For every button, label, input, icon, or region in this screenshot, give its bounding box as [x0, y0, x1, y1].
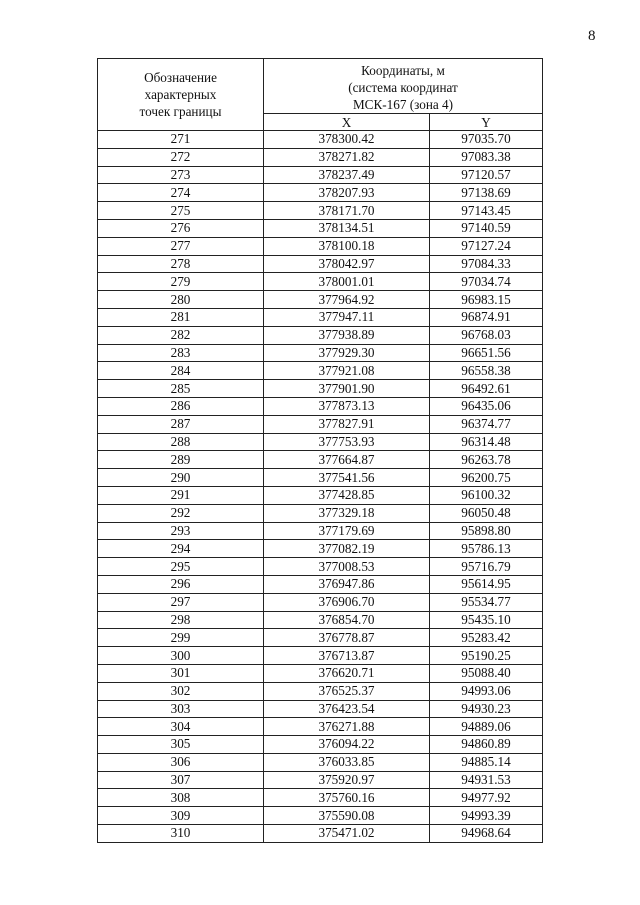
table-row [98, 148, 543, 166]
table-row [98, 380, 543, 398]
table-row [98, 184, 543, 202]
table-row [98, 593, 543, 611]
y-coordinate-cell: 95614.95 [430, 575, 543, 593]
x-coordinate-cell: 376271.88 [264, 718, 430, 736]
table-row [98, 202, 543, 220]
table-row [98, 540, 543, 558]
table-row [98, 807, 543, 825]
table-row [98, 415, 543, 433]
point-id-cell: 287 [98, 415, 264, 433]
x-coordinate-cell: 376778.87 [264, 629, 430, 647]
y-coordinate-cell: 95190.25 [430, 647, 543, 665]
y-coordinate-cell: 94860.89 [430, 736, 543, 754]
table-row [98, 771, 543, 789]
point-id-cell: 275 [98, 202, 264, 220]
y-coordinate-cell: 96263.78 [430, 451, 543, 469]
table-row [98, 166, 543, 184]
table-row [98, 664, 543, 682]
point-id-cell: 291 [98, 486, 264, 504]
y-coordinate-cell: 97140.59 [430, 219, 543, 237]
x-coordinate-cell: 377929.30 [264, 344, 430, 362]
coords-header-line: Координаты, м [361, 62, 445, 78]
point-id-cell: 305 [98, 736, 264, 754]
y-coordinate-cell: 97138.69 [430, 184, 543, 202]
point-id-cell: 302 [98, 682, 264, 700]
x-coordinate-cell: 377873.13 [264, 397, 430, 415]
y-coordinate-cell: 97035.70 [430, 131, 543, 149]
point-id-cell: 274 [98, 184, 264, 202]
table-row [98, 718, 543, 736]
point-id-cell: 285 [98, 380, 264, 398]
y-column-header: Y [430, 114, 543, 131]
point-id-cell: 293 [98, 522, 264, 540]
table-row [98, 326, 543, 344]
table-row [98, 789, 543, 807]
x-coordinate-cell: 376854.70 [264, 611, 430, 629]
x-coordinate-cell: 376620.71 [264, 664, 430, 682]
y-coordinate-cell: 94993.06 [430, 682, 543, 700]
table-row [98, 131, 543, 149]
y-coordinate-cell: 94889.06 [430, 718, 543, 736]
coords-header-line: МСК-167 (зона 4) [352, 96, 454, 112]
y-coordinate-cell: 96200.75 [430, 469, 543, 487]
point-id-cell: 277 [98, 237, 264, 255]
point-id-cell: 299 [98, 629, 264, 647]
y-coordinate-cell: 94977.92 [430, 789, 543, 807]
table-row [98, 575, 543, 593]
x-coordinate-cell: 377179.69 [264, 522, 430, 540]
table-header-row [98, 59, 543, 114]
y-coordinate-cell: 95716.79 [430, 558, 543, 576]
table-row [98, 255, 543, 273]
x-coordinate-cell: 377082.19 [264, 540, 430, 558]
x-coordinate-cell: 375760.16 [264, 789, 430, 807]
table-row [98, 629, 543, 647]
y-coordinate-cell: 96768.03 [430, 326, 543, 344]
coords-header-line: (система координат [348, 79, 458, 95]
y-coordinate-cell: 95283.42 [430, 629, 543, 647]
y-coordinate-cell: 96874.91 [430, 308, 543, 326]
table-row [98, 469, 543, 487]
y-coordinate-cell: 97034.74 [430, 273, 543, 291]
y-coordinate-cell: 97120.57 [430, 166, 543, 184]
table-row [98, 362, 543, 380]
page-number: 8 [588, 28, 596, 44]
table-row [98, 344, 543, 362]
x-coordinate-cell: 378300.42 [264, 131, 430, 149]
y-coordinate-cell: 94930.23 [430, 700, 543, 718]
table-row [98, 825, 543, 843]
x-coordinate-cell: 378207.93 [264, 184, 430, 202]
coordinates-table [97, 58, 543, 843]
table-row [98, 273, 543, 291]
table-row [98, 397, 543, 415]
x-coordinate-cell: 378271.82 [264, 148, 430, 166]
table-body [98, 131, 543, 843]
y-coordinate-cell: 96050.48 [430, 504, 543, 522]
x-coordinate-cell: 377964.92 [264, 291, 430, 309]
point-id-cell: 286 [98, 397, 264, 415]
x-coordinate-cell: 377901.90 [264, 380, 430, 398]
table-row [98, 291, 543, 309]
table-row [98, 700, 543, 718]
x-coordinate-cell: 375471.02 [264, 825, 430, 843]
x-coordinate-cell: 378171.70 [264, 202, 430, 220]
table-row [98, 433, 543, 451]
y-coordinate-cell: 97143.45 [430, 202, 543, 220]
x-coordinate-cell: 377008.53 [264, 558, 430, 576]
point-id-cell: 307 [98, 771, 264, 789]
table-row [98, 647, 543, 665]
x-coordinate-cell: 375920.97 [264, 771, 430, 789]
point-id-cell: 283 [98, 344, 264, 362]
y-coordinate-cell: 97083.38 [430, 148, 543, 166]
point-id-cell: 304 [98, 718, 264, 736]
point-id-cell: 310 [98, 825, 264, 843]
y-coordinate-cell: 94885.14 [430, 753, 543, 771]
point-id-cell: 309 [98, 807, 264, 825]
y-coordinate-cell: 95534.77 [430, 593, 543, 611]
point-header-line: точек границы [139, 104, 222, 119]
y-coordinate-cell: 94968.64 [430, 825, 543, 843]
x-column-header: X [264, 114, 430, 131]
point-designation-header [98, 59, 264, 131]
x-coordinate-cell: 378134.51 [264, 219, 430, 237]
coordinates-header [264, 59, 543, 114]
point-id-cell: 292 [98, 504, 264, 522]
x-coordinate-cell: 377938.89 [264, 326, 430, 344]
x-coordinate-cell: 376423.54 [264, 700, 430, 718]
point-id-cell: 272 [98, 148, 264, 166]
point-id-cell: 294 [98, 540, 264, 558]
table-row [98, 486, 543, 504]
point-id-cell: 300 [98, 647, 264, 665]
x-coordinate-cell: 377329.18 [264, 504, 430, 522]
table-row [98, 451, 543, 469]
y-coordinate-cell: 96435.06 [430, 397, 543, 415]
x-coordinate-cell: 376906.70 [264, 593, 430, 611]
point-id-cell: 282 [98, 326, 264, 344]
point-id-cell: 288 [98, 433, 264, 451]
table-row [98, 558, 543, 576]
table-row [98, 611, 543, 629]
y-coordinate-cell: 96558.38 [430, 362, 543, 380]
y-coordinate-cell: 96314.48 [430, 433, 543, 451]
x-coordinate-cell: 376094.22 [264, 736, 430, 754]
y-coordinate-cell: 97127.24 [430, 237, 543, 255]
point-id-cell: 303 [98, 700, 264, 718]
point-id-cell: 289 [98, 451, 264, 469]
point-id-cell: 278 [98, 255, 264, 273]
table-row [98, 522, 543, 540]
point-header-line: характерных [144, 87, 217, 102]
y-coordinate-cell: 96492.61 [430, 380, 543, 398]
x-coordinate-cell: 375590.08 [264, 807, 430, 825]
table-row [98, 308, 543, 326]
x-coordinate-cell: 377664.87 [264, 451, 430, 469]
x-coordinate-cell: 377753.93 [264, 433, 430, 451]
x-coordinate-cell: 377541.56 [264, 469, 430, 487]
point-id-cell: 271 [98, 131, 264, 149]
table-row [98, 219, 543, 237]
table-row [98, 753, 543, 771]
y-coordinate-cell: 96983.15 [430, 291, 543, 309]
table-row [98, 682, 543, 700]
table-row [98, 736, 543, 754]
y-coordinate-cell: 96100.32 [430, 486, 543, 504]
x-coordinate-cell: 378100.18 [264, 237, 430, 255]
x-coordinate-cell: 376033.85 [264, 753, 430, 771]
point-id-cell: 306 [98, 753, 264, 771]
point-id-cell: 290 [98, 469, 264, 487]
point-id-cell: 276 [98, 219, 264, 237]
x-coordinate-cell: 377947.11 [264, 308, 430, 326]
y-coordinate-cell: 95898.80 [430, 522, 543, 540]
point-id-cell: 297 [98, 593, 264, 611]
x-coordinate-cell: 376947.86 [264, 575, 430, 593]
y-coordinate-cell: 95435.10 [430, 611, 543, 629]
table-row [98, 504, 543, 522]
y-coordinate-cell: 95786.13 [430, 540, 543, 558]
x-coordinate-cell: 378001.01 [264, 273, 430, 291]
point-id-cell: 281 [98, 308, 264, 326]
y-coordinate-cell: 94931.53 [430, 771, 543, 789]
x-coordinate-cell: 376713.87 [264, 647, 430, 665]
y-coordinate-cell: 96651.56 [430, 344, 543, 362]
y-coordinate-cell: 97084.33 [430, 255, 543, 273]
y-coordinate-cell: 95088.40 [430, 664, 543, 682]
point-id-cell: 298 [98, 611, 264, 629]
point-id-cell: 308 [98, 789, 264, 807]
table-row [98, 237, 543, 255]
x-coordinate-cell: 378237.49 [264, 166, 430, 184]
point-id-cell: 279 [98, 273, 264, 291]
point-id-cell: 284 [98, 362, 264, 380]
x-coordinate-cell: 377827.91 [264, 415, 430, 433]
point-header-line: Обозначение [144, 70, 217, 85]
point-id-cell: 296 [98, 575, 264, 593]
point-id-cell: 295 [98, 558, 264, 576]
point-id-cell: 280 [98, 291, 264, 309]
x-coordinate-cell: 377428.85 [264, 486, 430, 504]
x-coordinate-cell: 377921.08 [264, 362, 430, 380]
y-coordinate-cell: 96374.77 [430, 415, 543, 433]
y-coordinate-cell: 94993.39 [430, 807, 543, 825]
x-coordinate-cell: 376525.37 [264, 682, 430, 700]
point-id-cell: 273 [98, 166, 264, 184]
x-coordinate-cell: 378042.97 [264, 255, 430, 273]
point-id-cell: 301 [98, 664, 264, 682]
